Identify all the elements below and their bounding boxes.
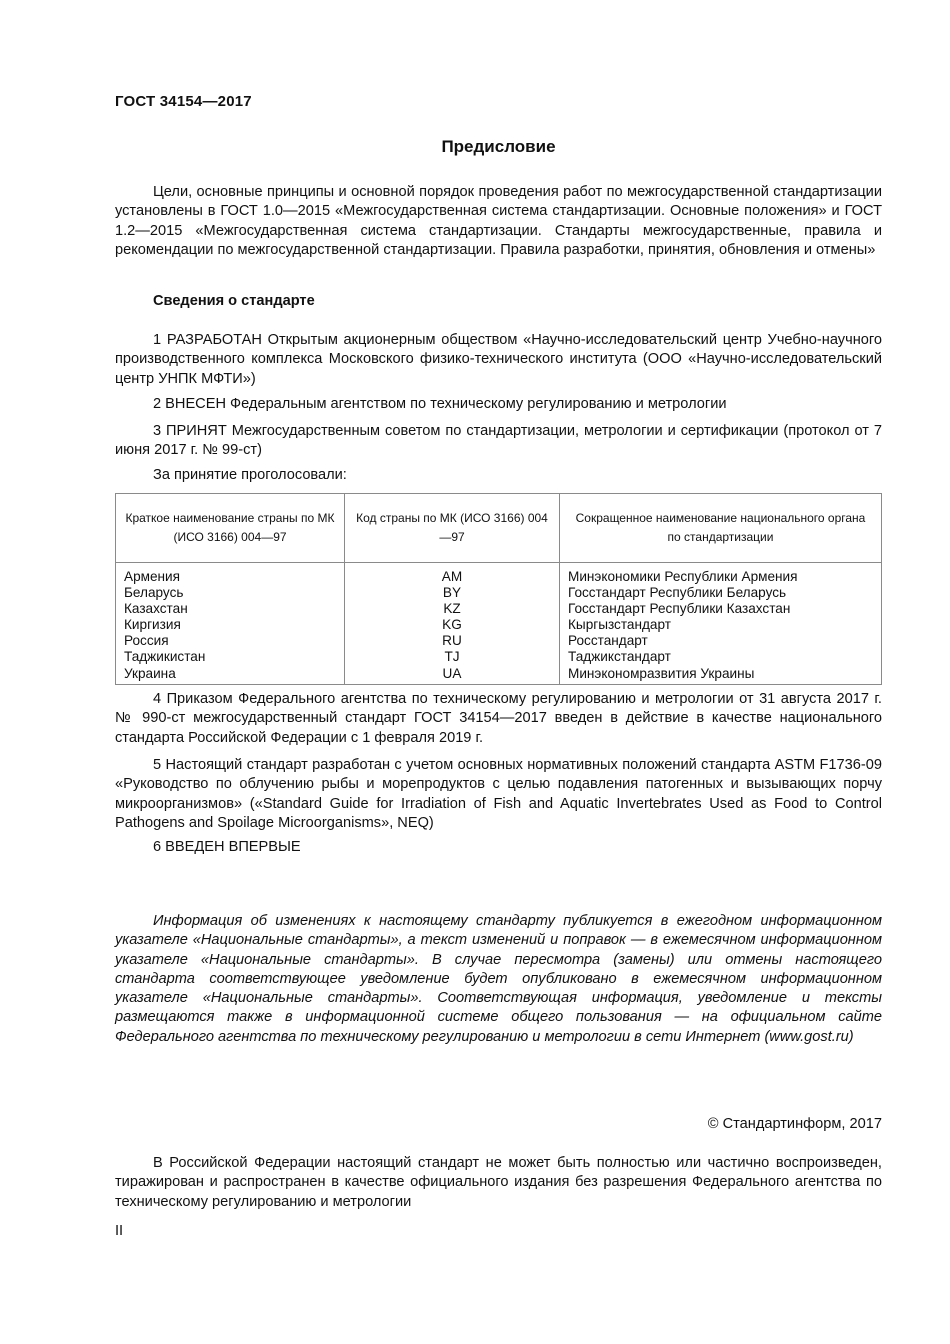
cell-code: TJ: [345, 649, 560, 665]
page-title: Предисловие: [441, 137, 556, 156]
changes-notice: Информация об изменениях к настоящему стандарту публикуется в ежегодном информационном указателе «Национальные стандарты», а текст изменений и поправок — в ежемесячном информационном указателе «Национальные стандарты». В случае пересмотра (замены) или отмены настоящего стандарта соответствующее уведомление будет опубликовано в ежемесячном информационном указателе «Национальные стандарты». Соответствующая информация, уведомление и тексты размещаются также в информационной системе общего пользования — на официальном сайте Федерального агентства по техническому регулированию и метрологии в сети Интернет (www.gost.ru): [115, 913, 882, 1045]
item-basis: 5 Настоящий стандарт разработан с учетом основных нормативных положений стандарта ASTM F1736-09 «Руководство по облучению рыбы и морепродуктов с целью подавления патогенных и вызывающих порчу микроорганизмов» («Standard Guide for Irradiation of Fish and Aquatic Invertebrates Used as Food to Control Pathogens and Spoilage Microorganisms», NEQ): [115, 757, 882, 831]
cell-code: UA: [345, 666, 560, 685]
cell-body: Таджикстандарт: [560, 649, 882, 665]
cell-code: RU: [345, 633, 560, 649]
table-row: [116, 649, 882, 665]
cell-country: Россия: [116, 633, 345, 649]
table-row: [116, 633, 882, 649]
table-row: [116, 585, 882, 601]
table-row: [116, 563, 882, 586]
cell-body: Госстандарт Республики Беларусь: [560, 585, 882, 601]
cell-body: Минэкономики Республики Армения: [560, 563, 882, 586]
header-body: Сокращенное наименование национального органа по стандартизации: [560, 494, 882, 563]
cell-code: KZ: [345, 601, 560, 617]
cell-code: BY: [345, 585, 560, 601]
cell-country: Беларусь: [116, 585, 345, 601]
document-code: ГОСТ 34154—2017: [115, 93, 252, 110]
cell-body: Госстандарт Республики Казахстан: [560, 601, 882, 617]
table-header-row: [116, 494, 882, 563]
table-row: [116, 666, 882, 685]
item-adopted: 3 ПРИНЯТ Межгосударственным советом по стандартизации, метрологии и сертификации (протокол от 7 июня 2017 г. № 99-ст): [115, 423, 882, 459]
cell-body: Росстандарт: [560, 633, 882, 649]
voting-table: [115, 493, 882, 685]
header-country: Краткое наименование страны по МК (ИСО 3166) 004—97: [116, 494, 345, 563]
intro-paragraph: Цели, основные принципы и основной порядок проведения работ по межгосударственной стандартизации установлены в ГОСТ 1.0—2015 «Межгосударственная система стандартизации. Основные положения» и ГОСТ 1.2—2015 «Межгосударственная система стандартизации. Стандарты межгосударственные, правила и рекомендации по межгосударственной стандартизации. Правила разработки, принятия, обновления и отмены»: [115, 184, 882, 258]
item-introduced: 2 ВНЕСЕН Федеральным агентством по техническому регулированию и метрологии: [153, 396, 727, 412]
table-row: [116, 617, 882, 633]
reproduction-restriction: В Российской Федерации настоящий стандарт не может быть полностью или частично воспроизведен, тиражирован и распространен в качестве официального издания без разрешения Федерального агентства по техническому регулированию и метрологии: [115, 1155, 882, 1210]
copyright: © Стандартинформ, 2017: [707, 1116, 882, 1132]
cell-code: AM: [345, 563, 560, 586]
cell-code: KG: [345, 617, 560, 633]
cell-country: Таджикистан: [116, 649, 345, 665]
cell-body: Кыргызстандарт: [560, 617, 882, 633]
cell-country: Киргизия: [116, 617, 345, 633]
table-row: [116, 601, 882, 617]
cell-body: Минэкономразвития Украины: [560, 666, 882, 685]
item-first-introduced: 6 ВВЕДЕН ВПЕРВЫЕ: [153, 839, 301, 855]
cell-country: Украина: [116, 666, 345, 685]
cell-country: Казахстан: [116, 601, 345, 617]
header-code: Код страны по МК (ИСО 3166) 004—97: [345, 494, 560, 563]
cell-country: Армения: [116, 563, 345, 586]
item-developed: 1 РАЗРАБОТАН Открытым акционерным обществом «Научно-исследовательский центр Учебно-научного производственного комплекса Московского физико-технического института (ООО «Научно-исследовательский центр УНПК МФТИ»): [115, 332, 882, 387]
item-enacted: 4 Приказом Федерального агентства по техническому регулированию и метрологии от 31 августа 2017 г. № 990-ст межгосударственный стандарт ГОСТ 34154—2017 введен в действие в качестве национального стандарта Российской Федерации с 1 февраля 2019 г.: [115, 691, 882, 746]
page-number: II: [115, 1223, 124, 1239]
info-heading: Сведения о стандарте: [153, 293, 315, 309]
voted-label: За принятие проголосовали:: [153, 467, 347, 483]
